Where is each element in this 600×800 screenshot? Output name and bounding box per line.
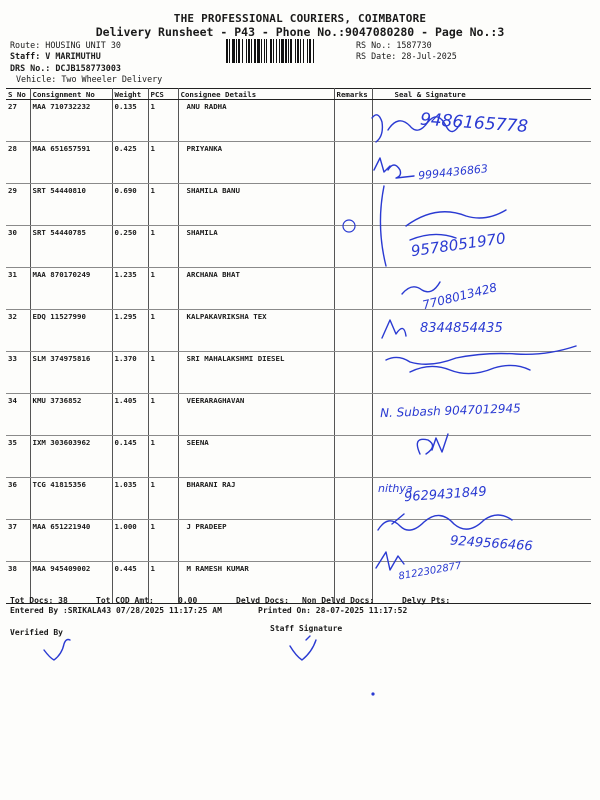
table-row	[6, 352, 591, 394]
cell-weight: 0.690	[112, 184, 148, 226]
cell-consignment: SLM 374975816	[30, 352, 112, 394]
cell-sno: 28	[6, 142, 30, 184]
total-cod-label: Tot COD Amt:	[96, 596, 154, 605]
total-cod-value: 0.00	[178, 596, 198, 605]
cell-pcs: 1	[148, 478, 178, 520]
cell-pcs: 1	[148, 100, 178, 142]
handwritten-phone-row38-second: 8122302877	[397, 560, 463, 583]
cell-pcs: 1	[148, 394, 178, 436]
ink-dot	[371, 692, 374, 695]
cell-consignee: ARCHANA BHAT	[178, 268, 334, 310]
cell-consignment: MAA 870170249	[30, 268, 112, 310]
total-docs: Tot Docs: 38	[10, 596, 68, 605]
cell-weight: 1.295	[112, 310, 148, 352]
cell-consignee: VEERARAGHAVAN	[178, 394, 334, 436]
non-delivered-docs: Non Delvd Docs:	[302, 596, 375, 605]
cell-pcs: 1	[148, 562, 178, 604]
cell-sno: 35	[6, 436, 30, 478]
cell-consignment: MAA 651657591	[30, 142, 112, 184]
cell-weight: 1.000	[112, 520, 148, 562]
cell-consignment: MAA 945409002	[30, 562, 112, 604]
printed-on: Printed On: 28-07-2025 11:17:52	[258, 606, 408, 615]
verified-by-label: Verified By	[10, 628, 63, 637]
col-consignee: Consignee Details	[178, 89, 334, 100]
cell-sno: 36	[6, 478, 30, 520]
cell-consignment: MAA 710732232	[30, 100, 112, 142]
col-sno: S No	[6, 89, 30, 100]
cell-weight: 0.250	[112, 226, 148, 268]
cell-sno: 30	[6, 226, 30, 268]
cell-weight: 1.405	[112, 394, 148, 436]
cell-sno: 37	[6, 520, 30, 562]
cell-remarks	[334, 520, 372, 562]
cell-pcs: 1	[148, 268, 178, 310]
cell-remarks	[334, 184, 372, 226]
handwritten-phone-row38-first: 9249566466	[449, 533, 534, 555]
cell-consignee: SRI MAHALAKSHMI DIESEL	[178, 352, 334, 394]
staff-label: Staff: V MARIMUTHU	[10, 51, 101, 61]
cell-signature	[372, 142, 591, 184]
handwritten-name-row36: nithya	[378, 482, 413, 495]
table-row	[6, 394, 591, 436]
handwritten-phone-row32: 8344854435	[420, 321, 503, 336]
handwritten-phone-row31: 7708013428	[420, 280, 499, 313]
cell-weight: 0.445	[112, 562, 148, 604]
cell-signature	[372, 226, 591, 268]
cell-sno: 32	[6, 310, 30, 352]
cell-consignment: MAA 651221940	[30, 520, 112, 562]
cell-sno: 33	[6, 352, 30, 394]
cell-remarks	[334, 352, 372, 394]
barcode	[226, 39, 348, 63]
cell-consignment: TCG 41815356	[30, 478, 112, 520]
delivery-points: Delvy Pts:	[402, 596, 451, 605]
staff-signature-label: Staff Signature	[270, 624, 343, 633]
cell-consignee: BHARANI RAJ	[178, 478, 334, 520]
cell-consignment: IXM 303603962	[30, 436, 112, 478]
cell-consignee: M RAMESH KUMAR	[178, 562, 334, 604]
table-row	[6, 142, 591, 184]
drs-number: DRS No.: DCJB158773003	[10, 63, 121, 73]
cell-weight: 1.035	[112, 478, 148, 520]
cell-pcs: 1	[148, 184, 178, 226]
handwritten-phone-row29: 9994436863	[417, 162, 489, 183]
table-row	[6, 478, 591, 520]
cell-consignment: EDQ 11527990	[30, 310, 112, 352]
cell-pcs: 1	[148, 436, 178, 478]
cell-signature	[372, 352, 591, 394]
cell-pcs: 1	[148, 226, 178, 268]
runsheet-title: Delivery Runsheet - P43 - Phone No.:9047080280 - Page No.:3	[95, 25, 505, 39]
delivered-docs: Delvd Docs:	[236, 596, 289, 605]
cell-weight: 0.425	[112, 142, 148, 184]
cell-consignee: SEENA	[178, 436, 334, 478]
handwritten-phone-row30: 9578051970	[409, 229, 507, 261]
cell-signature	[372, 100, 591, 142]
cell-remarks	[334, 142, 372, 184]
delivery-table	[6, 88, 591, 604]
cell-sno: 31	[6, 268, 30, 310]
cell-remarks	[334, 100, 372, 142]
cell-consignee: PRIYANKA	[178, 142, 334, 184]
cell-remarks	[334, 478, 372, 520]
handwritten-name-row34: N. Subash 9047012945	[379, 401, 522, 421]
cell-remarks	[334, 226, 372, 268]
cell-consignment: SRT 54440810	[30, 184, 112, 226]
table-row	[6, 268, 591, 310]
table-header-row	[6, 89, 591, 100]
cell-consignee: KALPAKAVRIKSHA TEX	[178, 310, 334, 352]
table-row	[6, 226, 591, 268]
cell-consignment: SRT 54440785	[30, 226, 112, 268]
cell-pcs: 1	[148, 520, 178, 562]
cell-signature	[372, 394, 591, 436]
handwritten-phone-row27: 9486165778	[419, 109, 529, 138]
vehicle-label: Vehicle: Two Wheeler Delivery	[16, 74, 163, 84]
cell-signature	[372, 310, 591, 352]
route-label: Route: HOUSING UNIT 30	[10, 40, 121, 50]
ink-tick-top	[306, 636, 310, 640]
table-row	[6, 520, 591, 562]
rs-date: RS Date: 28-Jul-2025	[356, 51, 457, 61]
col-pcs: PCS	[148, 89, 178, 100]
cell-pcs: 1	[148, 142, 178, 184]
staff-signature	[290, 640, 316, 660]
col-remarks: Remarks	[334, 89, 372, 100]
cell-signature	[372, 478, 591, 520]
handwritten-phone-row36: 9629431849	[403, 484, 488, 506]
cell-pcs: 1	[148, 352, 178, 394]
cell-sno: 29	[6, 184, 30, 226]
table-row	[6, 436, 591, 478]
cell-remarks	[334, 310, 372, 352]
cell-consignee: J PRADEEP	[178, 520, 334, 562]
cell-weight: 0.145	[112, 436, 148, 478]
cell-weight: 1.370	[112, 352, 148, 394]
cell-signature	[372, 520, 591, 562]
cell-signature	[372, 184, 591, 226]
rs-number: RS No.: 1587730	[356, 40, 432, 50]
cell-weight: 1.235	[112, 268, 148, 310]
cell-remarks	[334, 394, 372, 436]
cell-sno: 34	[6, 394, 30, 436]
cell-sno: 38	[6, 562, 30, 604]
company-name: THE PROFESSIONAL COURIERS, COIMBATORE	[173, 12, 427, 25]
col-seal-signature: Seal & Signature	[372, 89, 591, 100]
table-row	[6, 310, 591, 352]
cell-sno: 27	[6, 100, 30, 142]
table-row	[6, 184, 591, 226]
cell-consignment: KMU 3736852	[30, 394, 112, 436]
cell-weight: 0.135	[112, 100, 148, 142]
verified-signature	[44, 640, 70, 661]
cell-signature	[372, 268, 591, 313]
cell-remarks	[334, 268, 372, 310]
cell-consignee: ANU RADHA	[178, 100, 334, 142]
col-weight: Weight	[112, 89, 148, 100]
table-row	[6, 100, 591, 142]
col-consignment: Consignment No	[30, 89, 112, 100]
cell-pcs: 1	[148, 310, 178, 352]
table-row	[6, 562, 591, 604]
cell-signature	[372, 436, 591, 478]
cell-consignee: SHAMILA	[178, 226, 334, 268]
cell-remarks	[334, 436, 372, 478]
entered-by: Entered By :SRIKALA43 07/28/2025 11:17:25 AM	[10, 606, 222, 615]
cell-consignee: SHAMILA BANU	[178, 184, 334, 226]
